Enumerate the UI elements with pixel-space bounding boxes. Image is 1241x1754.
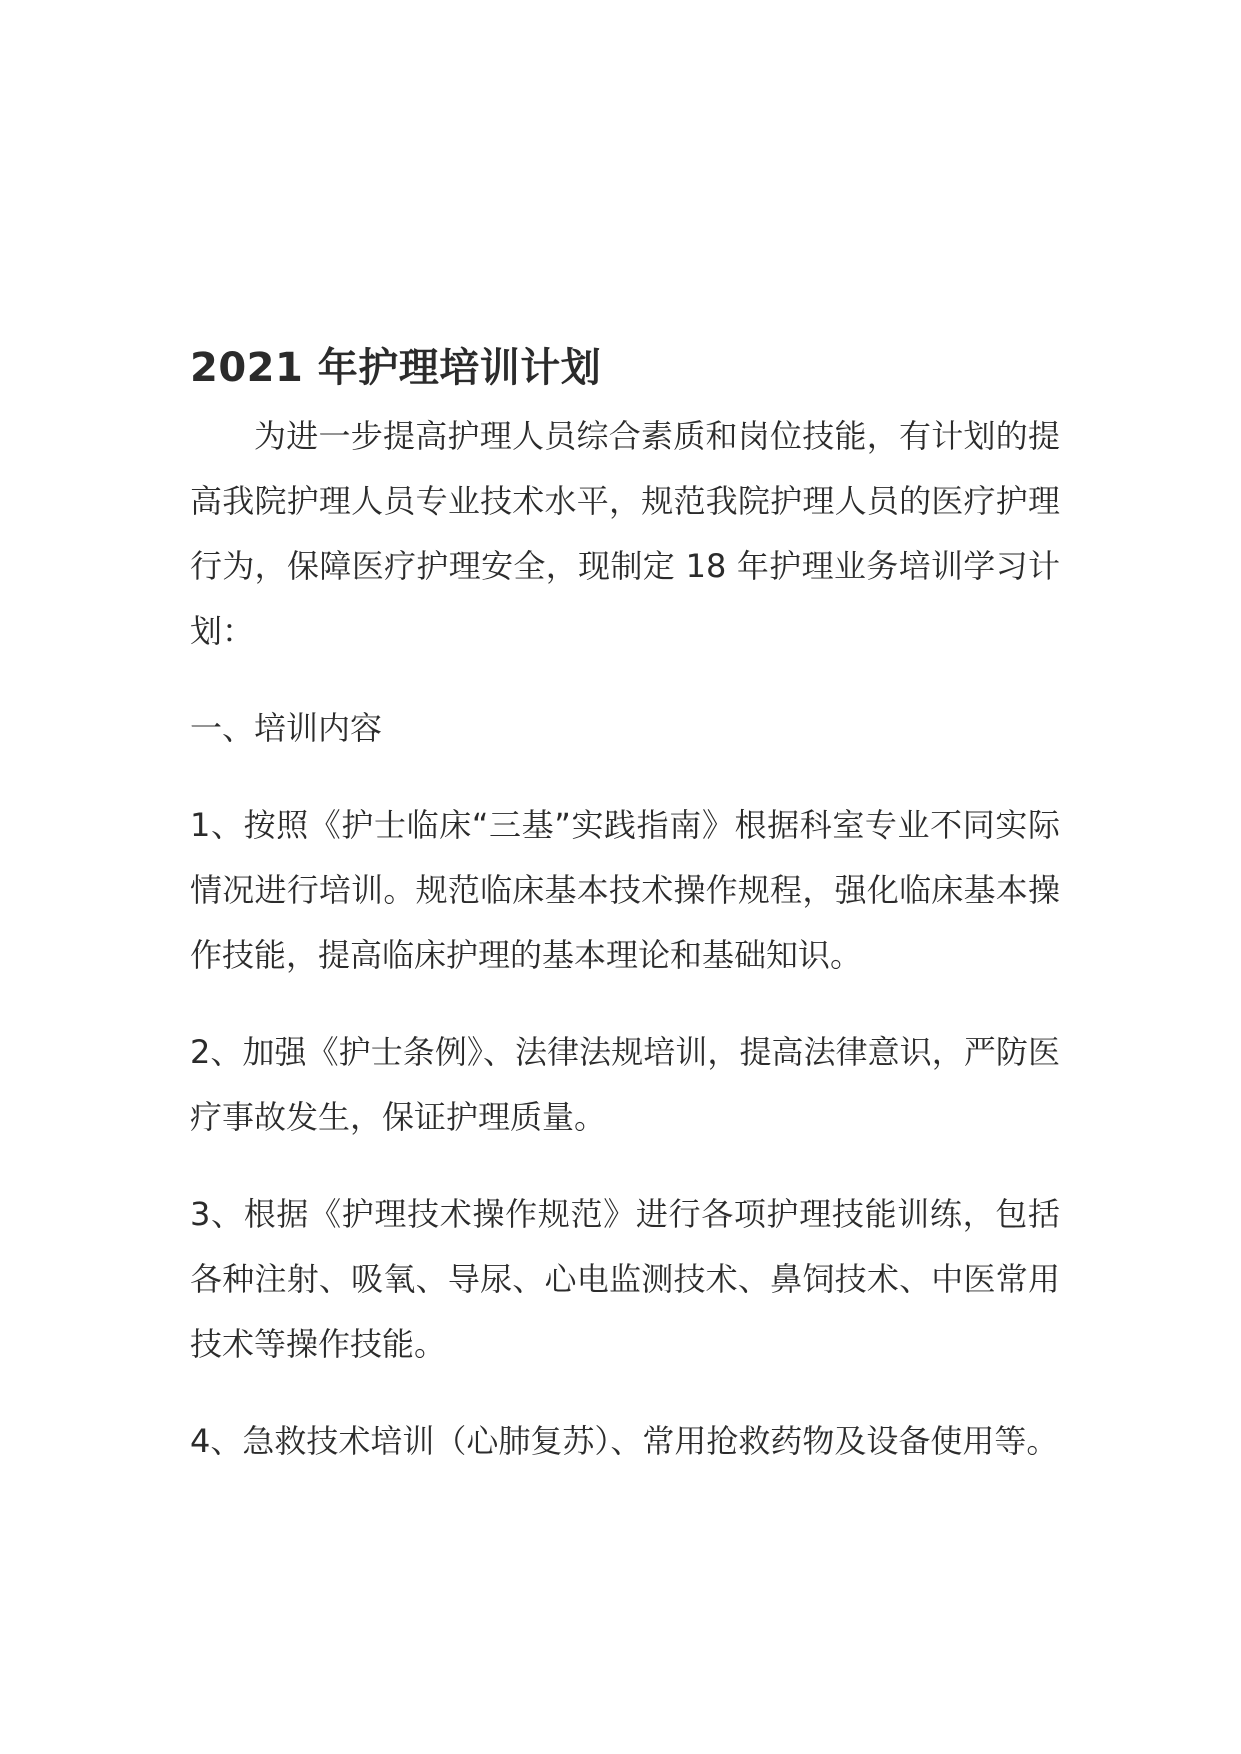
list-item-3: 3、根据《护理技术操作规范》进行各项护理技能训练，包括各种注射、吸氧、导尿、心电监测技术、鼻饲技术、中医常用技术等操作技能。 — [190, 1195, 1060, 1363]
list-item-2: 2、加强《护士条例》、法律法规培训，提高法律意识，严防医疗事故发生，保证护理质量。 — [190, 1033, 1060, 1136]
list-item-4: 4、急救技术培训（心肺复苏）、常用抢救药物及设备使用等。 — [190, 1422, 1059, 1460]
document-body — [190, 340, 1060, 1474]
section-heading-training-content: 一、培训内容 — [190, 709, 383, 747]
intro-paragraph: 为进一步提高护理人员综合素质和岗位技能，有计划的提高我院护理人员专业技术水平，规范我院护理人员的医疗护理行为，保障医疗护理安全，现制定 18 年护理业务培训学习计划： — [190, 417, 1060, 650]
document-title: 2021 年护理培训计划 — [190, 345, 602, 391]
list-item-1: 1、按照《护士临床“三基”实践指南》根据科室专业不同实际情况进行培训。规范临床基本技术操作规程，强化临床基本操作技能，提高临床护理的基本理论和基础知识。 — [190, 806, 1060, 974]
